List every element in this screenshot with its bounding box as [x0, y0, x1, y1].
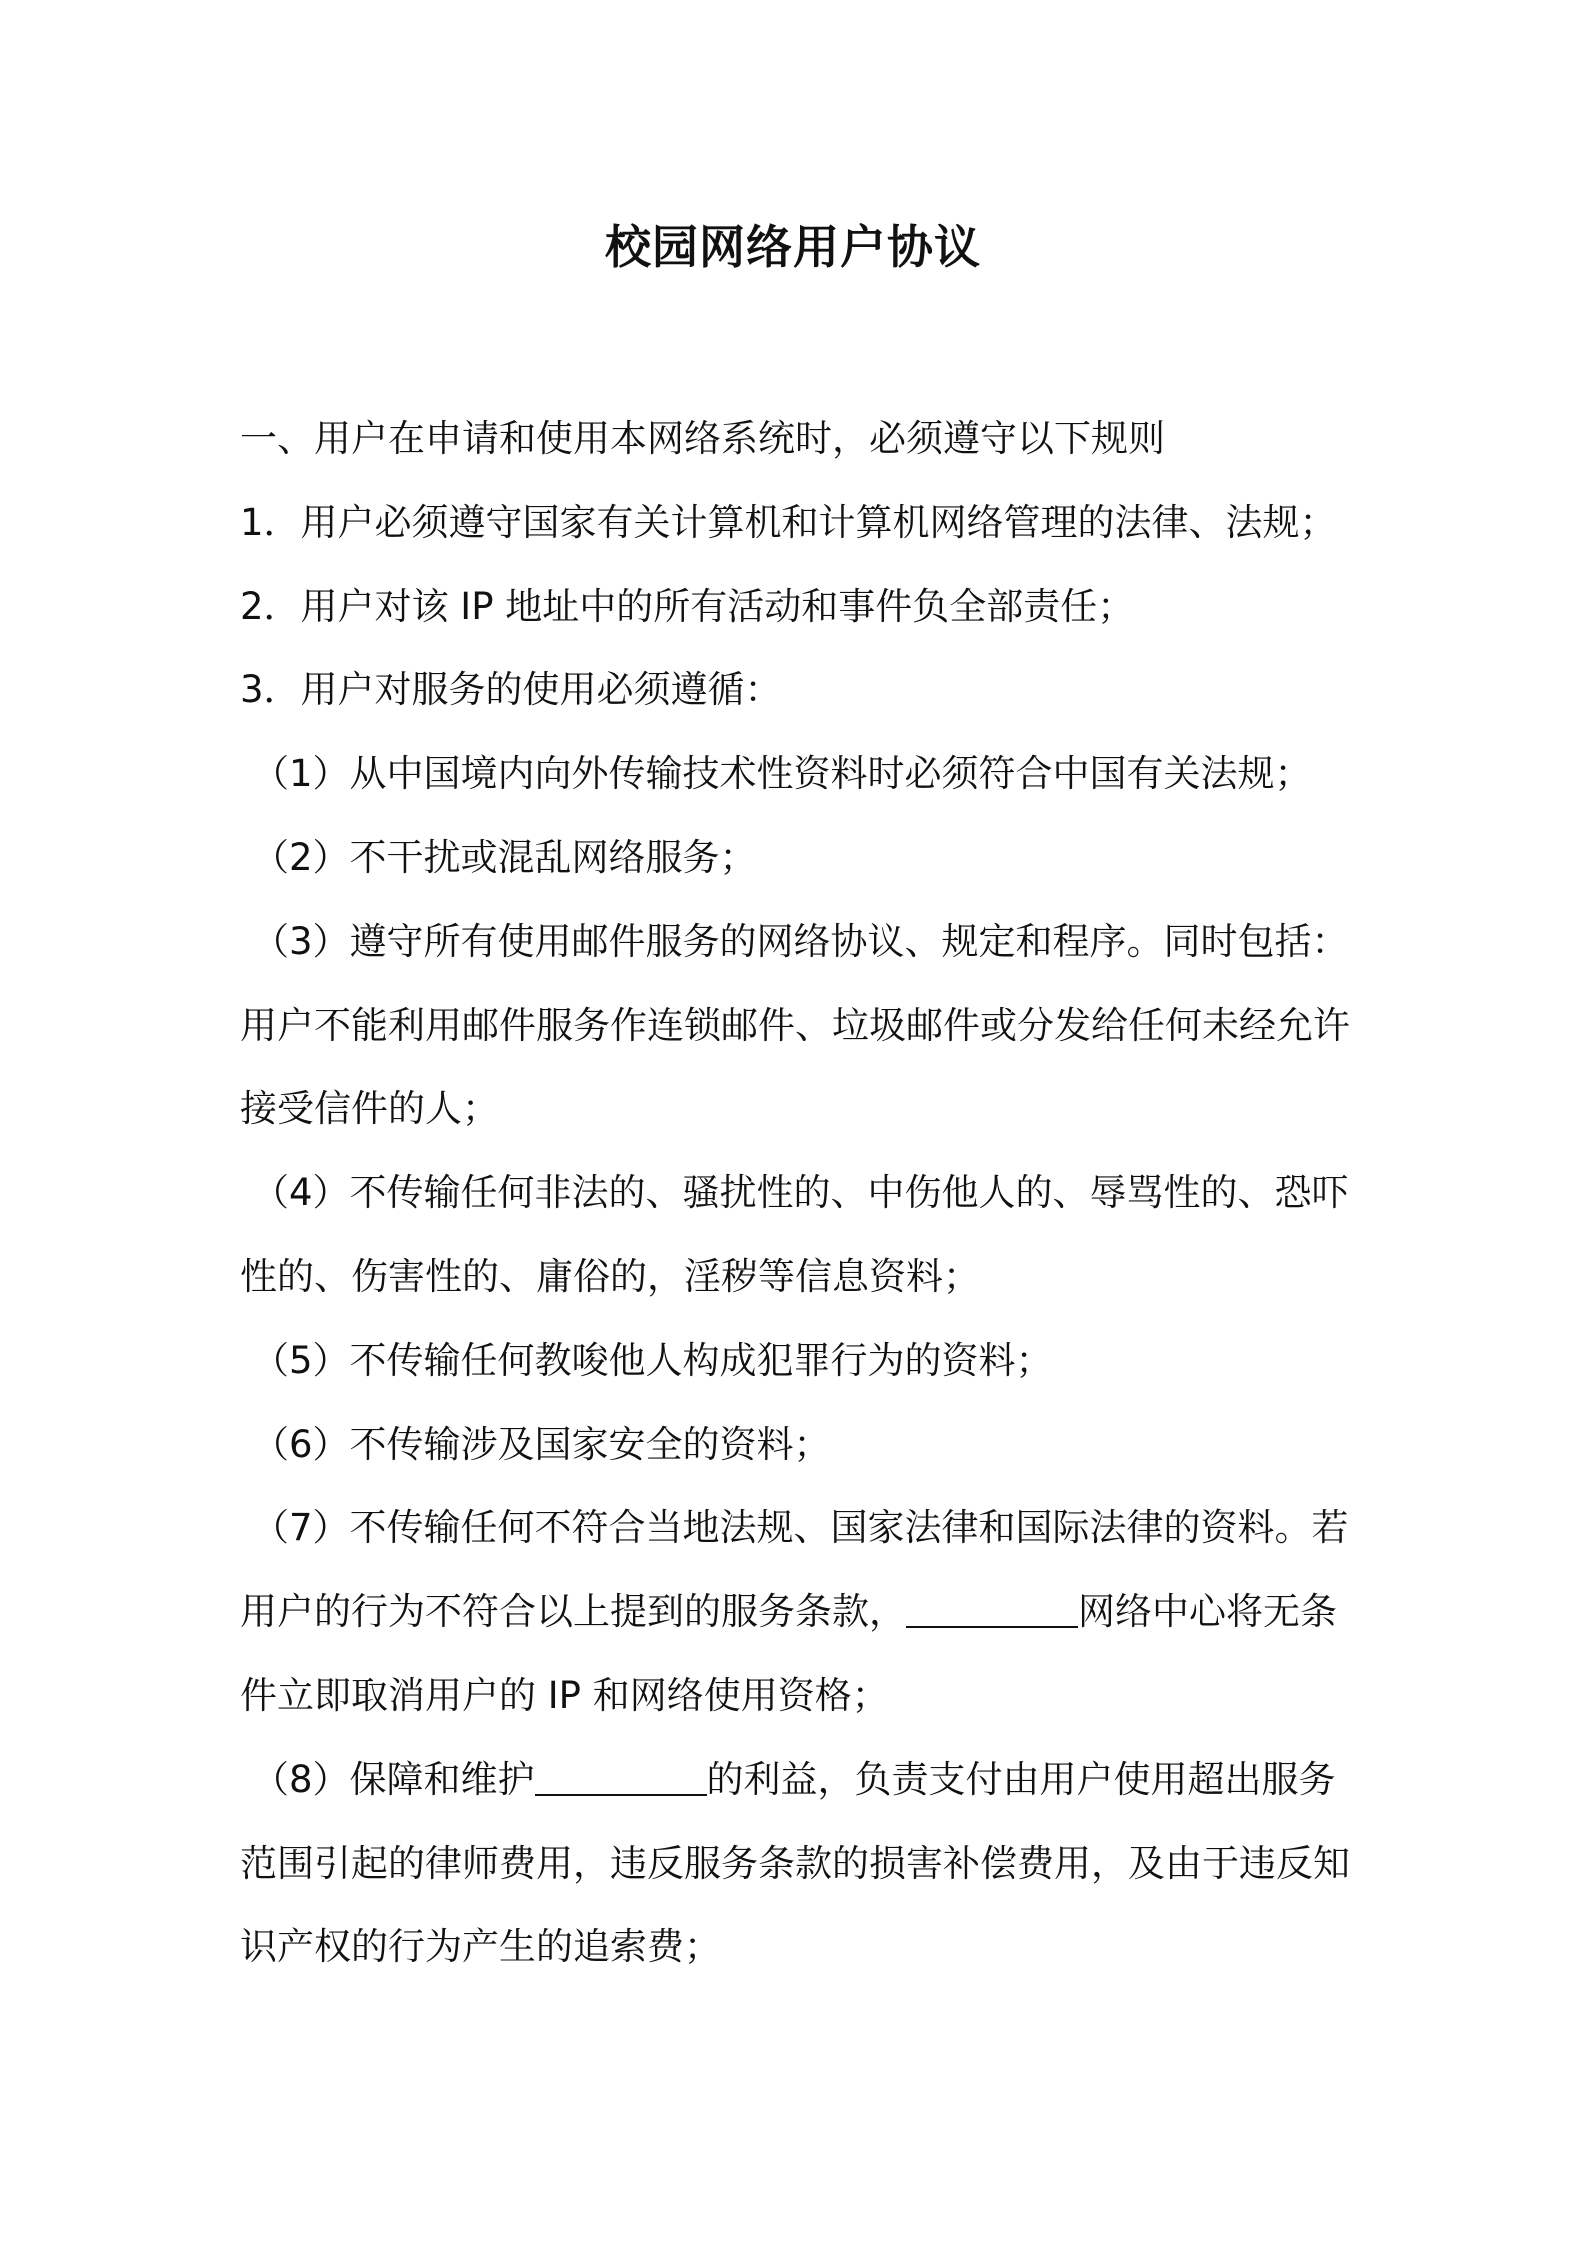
- rule-3-item-4-cont: 性的、伤害性的、庸俗的，淫秽等信息资料；: [240, 1254, 980, 1298]
- document-title: 校园网络用户协议: [605, 220, 981, 274]
- fill-in-blank[interactable]: [906, 1582, 1078, 1628]
- rule-3-item-1: （1）从中国境内向外传输技术性资料时必须符合中国有关法规；: [252, 752, 1312, 796]
- rule-3-item-7: （7）不传输任何不符合当地法规、国家法律和国际法律的资料。若: [252, 1506, 1349, 1550]
- rule-3: 3．用户对服务的使用必须遵循：: [240, 668, 782, 712]
- text-segment: 用户的行为不符合以上提到的服务条款，: [240, 1590, 906, 1634]
- rule-3-item-2: （2）不干扰或混乱网络服务；: [252, 835, 757, 879]
- rule-3-item-5: （5）不传输任何教唆他人构成犯罪行为的资料；: [252, 1338, 1053, 1382]
- section-heading: 一、用户在申请和使用本网络系统时，必须遵守以下规则: [240, 417, 1165, 460]
- text-segment: 网络中心将无条: [1078, 1590, 1337, 1634]
- rule-3-item-6: （6）不传输涉及国家安全的资料；: [252, 1422, 831, 1466]
- text-segment: （8）保障和维护: [252, 1757, 535, 1801]
- fill-in-blank[interactable]: [535, 1750, 707, 1796]
- rule-1: 1．用户必须遵守国家有关计算机和计算机网络管理的法律、法规；: [240, 500, 1337, 544]
- rule-3-item-7-cont-1: [240, 1570, 1350, 1654]
- rule-3-item-4: （4）不传输任何非法的、骚扰性的、中伤他人的、辱骂性的、恐吓: [252, 1171, 1349, 1215]
- rule-3-item-3-cont-2: 接受信件的人；: [240, 1087, 499, 1131]
- rule-3-item-3: （3）遵守所有使用邮件服务的网络协议、规定和程序。同时包括：: [252, 919, 1349, 963]
- text-segment: 的利益，负责支付由用户使用超出服务: [706, 1757, 1336, 1801]
- document-body: [240, 397, 1350, 1989]
- rule-3-item-3-cont-1: 用户不能利用邮件服务作连锁邮件、垃圾邮件或分发给任何未经允许: [240, 1003, 1350, 1047]
- rule-2: 2．用户对该 IP 地址中的所有活动和事件负全部责任；: [240, 584, 1135, 628]
- rule-3-item-8: [240, 1738, 1350, 1822]
- rule-3-item-7-cont-2: 件立即取消用户的 IP 和网络使用资格；: [240, 1673, 889, 1717]
- rule-3-item-8-cont-1: 范围引起的律师费用，违反服务条款的损害补偿费用，及由于违反知: [240, 1841, 1350, 1885]
- rule-3-item-8-cont-2: 识产权的行为产生的追索费；: [240, 1925, 721, 1969]
